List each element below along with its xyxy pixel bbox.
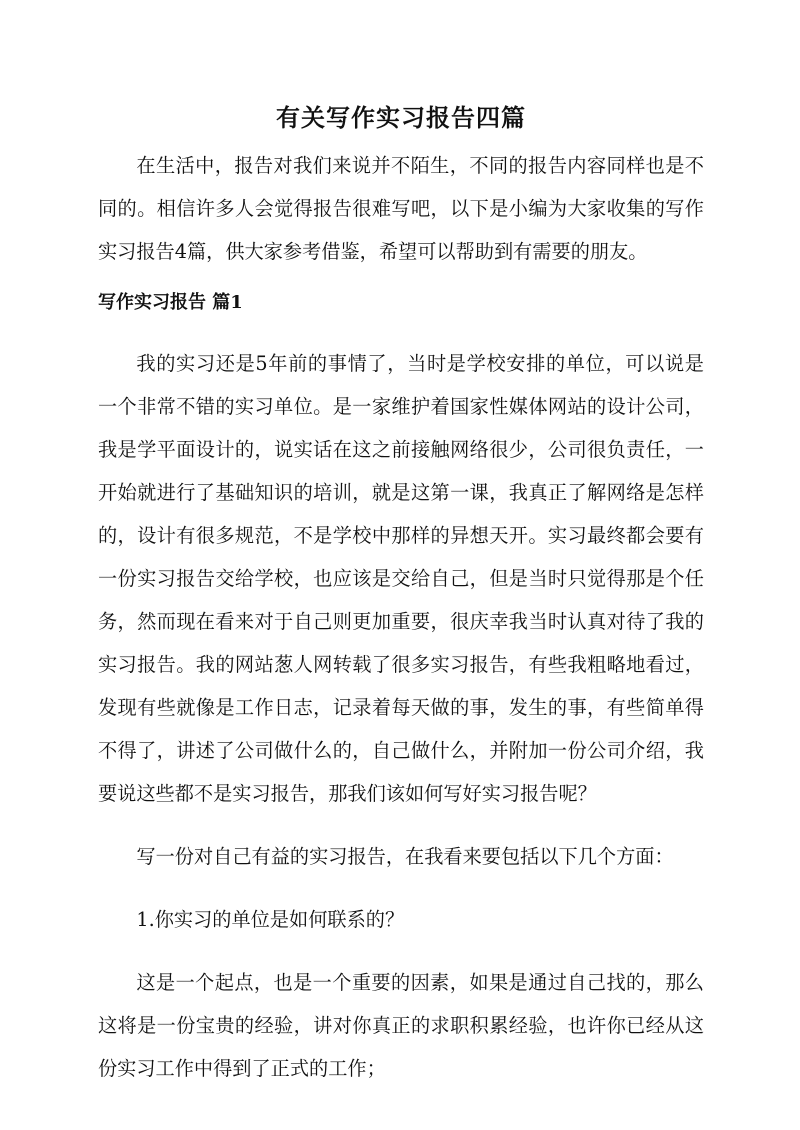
spacer [98,815,704,835]
list-item: 1.你实习的单位是如何联系的？ [136,908,405,931]
spacer [98,941,704,961]
spacer [98,273,704,281]
body-paragraph: 写一份对自己有益的实习报告，在我看来要包括以下几个方面： [136,845,674,868]
document-title: 有关写作实习报告四篇 [276,103,526,132]
body-paragraph: 我的实习还是5年前的事情了，当时是学校安排的单位，可以说是一个非常不错的实习单位。是一家维护着国家性媒体网站的设计公司，我是学平面设计的，说实话在这之前接触网络很少，公司很负责任，一开始就进行了基础知识的培训，就是这第一课，我真正了解网络是怎样的，设计有很多规范，不是学校中那样的异想天开。实习最终都会要有一份实习报告交给学校，也应该是交给自己，但是当时只觉得那是个任务，然而现在看来对于自己则更加重要，很庆幸我当时认真对待了我的实习报告。我的网站葱人网转载了很多实习报告，有些我粗略地看过，发现有些就像是工作日志，记录着每天做的事，发生的事，有些简单得不得了，讲述了公司做什么的，自己做什么，并附加一份公司介绍，我要说这些都不是实习报告，那我们该如何写好实习报告呢？ [98,352,704,805]
spacer [98,878,704,898]
intro-paragraph: 在生活中，报告对我们来说并不陌生，不同的报告内容同样也是不同的。相信许多人会觉得报告很难写吧，以下是小编为大家收集的写作实习报告4篇，供大家参考借鉴，希望可以帮助到有需要的朋友。 [98,154,704,263]
document-body [98,92,704,1090]
spacer [98,324,704,342]
body-paragraph: 这是一个起点，也是一个重要的因素，如果是通过自己找的，那么这将是一份宝贵的经验，讲对你真正的求职积累经验，也许你已经从这份实习工作中得到了正式的工作； [98,971,704,1080]
section-heading: 写作实习报告 篇1 [98,292,243,313]
